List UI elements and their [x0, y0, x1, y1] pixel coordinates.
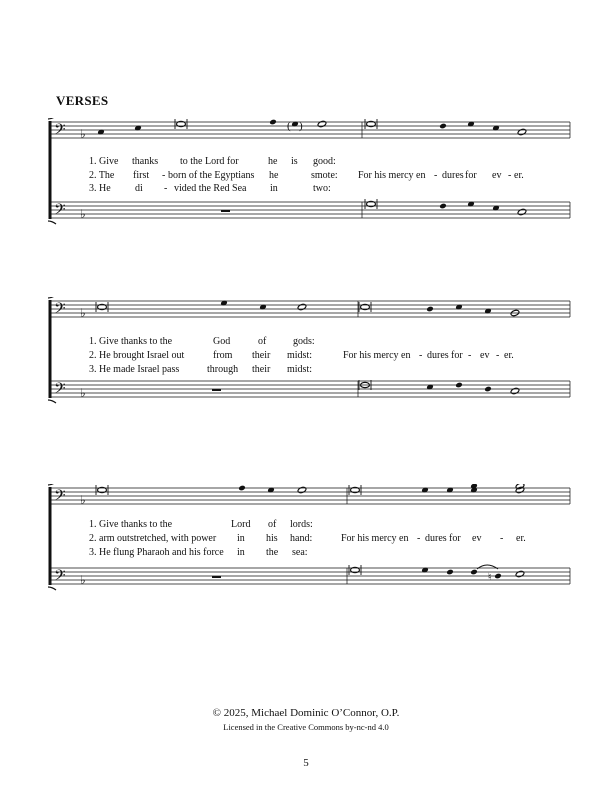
lyric-v2: born of the Egyptians: [168, 170, 255, 181]
bass-clef-icon: 𝄢: [54, 300, 66, 321]
lyric-v3: 3. He flung Pharaoh and his force: [89, 547, 224, 558]
lyric-v2: midst:: [287, 350, 313, 361]
lyric-v1: 1. Give thanks to the: [89, 519, 173, 530]
refrain-text: -: [500, 533, 504, 544]
lyric-v3: in: [270, 183, 278, 194]
lyric-v1: thanks: [132, 156, 159, 167]
page-number: 5: [303, 757, 309, 769]
lyric-v1: he: [268, 156, 278, 167]
lyric-v2: 2. He brought Israel out: [89, 350, 185, 361]
refrain-text: er.: [514, 170, 524, 181]
refrain-text: for: [449, 533, 461, 544]
lyric-v1: 1. Give thanks to the: [89, 336, 173, 347]
lyric-v3: through: [207, 364, 239, 375]
refrain-text: dures: [425, 533, 447, 544]
flat-icon: ♭: [80, 493, 86, 507]
lyric-v3: 3. He made Israel pass: [89, 364, 180, 375]
music-system-2: [40, 297, 580, 409]
lyric-v2: his: [266, 533, 278, 544]
flat-icon: ♭: [80, 306, 86, 320]
refrain-text: dures: [427, 350, 449, 361]
refrain-text: For his mercy en: [343, 350, 411, 361]
lyric-v1: to the Lord for: [180, 156, 239, 167]
natural-icon: ♮: [488, 572, 492, 583]
breve-note-icon: [96, 485, 108, 495]
lyric-v3: two:: [313, 183, 331, 194]
lyric-v1: of: [268, 519, 277, 530]
lyric-v3: in: [237, 547, 245, 558]
lyric-v2: first: [133, 170, 150, 181]
slur-icon: [477, 565, 498, 569]
lyric-v1: God: [213, 336, 231, 347]
lyric-v2: from: [213, 350, 233, 361]
bass-clef-icon: 𝄢: [54, 201, 66, 222]
refrain-text: ev: [472, 533, 482, 544]
breve-note-icon: [359, 302, 371, 312]
refrain-text: -: [419, 350, 423, 361]
flat-icon: ♭: [80, 573, 86, 587]
lyric-v3: -: [164, 183, 168, 194]
refrain-text: er.: [516, 533, 526, 544]
lyric-v3: the: [266, 547, 279, 558]
breve-note-icon: [349, 485, 361, 495]
lyric-v2: 2. arm outstretched, with power: [89, 533, 217, 544]
breve-note-icon: [365, 119, 377, 129]
refrain-text: For his mercy en: [341, 533, 409, 544]
lyric-v1: good:: [313, 156, 336, 167]
bass-clef-icon: 𝄢: [54, 567, 66, 588]
flat-icon: ♭: [80, 127, 86, 141]
lyric-v2: smote:: [311, 170, 338, 181]
refrain-text: for: [451, 350, 463, 361]
lyric-v2: 2. The: [89, 170, 115, 181]
lyric-v1: is: [291, 156, 298, 167]
music-system-1: [40, 118, 580, 230]
refrain-text: -: [508, 170, 512, 181]
bass-clef-icon: 𝄢: [54, 487, 66, 508]
lyric-v2: their: [252, 350, 271, 361]
flat-icon: ♭: [80, 386, 86, 400]
lyric-v3: midst:: [287, 364, 313, 375]
license-notice: Licensed in the Creative Commons by-nc-nd 4.0: [223, 722, 389, 732]
lyric-v2: hand:: [290, 533, 313, 544]
breve-note-icon: [365, 199, 377, 209]
lyric-v2: in: [237, 533, 245, 544]
bass-clef-icon: 𝄢: [54, 380, 66, 401]
refrain-text: ev: [492, 170, 502, 181]
breve-note-icon: [349, 565, 361, 575]
bass-clef-icon: 𝄢: [54, 121, 66, 142]
lyric-v3: 3. He: [89, 183, 111, 194]
refrain-text: -: [468, 350, 472, 361]
refrain-text: -: [417, 533, 421, 544]
refrain-text: dures: [442, 170, 464, 181]
svg-text:): ): [299, 120, 303, 132]
music-system-3: [40, 484, 580, 596]
copyright-notice: © 2025, Michael Dominic O’Connor, O.P.: [212, 707, 400, 719]
lyric-v1: gods:: [293, 336, 315, 347]
lyric-v3: vided the Red Sea: [174, 183, 247, 194]
refrain-text: -: [434, 170, 438, 181]
lyric-v3: their: [252, 364, 271, 375]
lyric-v1: 1. Give: [89, 156, 119, 167]
lyric-v3: di: [135, 183, 143, 194]
svg-text:(: (: [287, 120, 291, 132]
refrain-text: er.: [504, 350, 514, 361]
lyric-v3: sea:: [292, 547, 308, 558]
lyric-v1: Lord: [231, 519, 251, 530]
breve-note-icon: [96, 302, 108, 312]
lyric-v1: of: [258, 336, 267, 347]
refrain-text: -: [496, 350, 500, 361]
lyric-v1: lords:: [290, 519, 313, 530]
refrain-text: for: [465, 170, 477, 181]
refrain-text: For his mercy en: [358, 170, 426, 181]
refrain-text: ev: [480, 350, 490, 361]
flat-icon: ♭: [80, 207, 86, 221]
section-heading: VERSES: [56, 93, 109, 108]
lyric-v2: he: [269, 170, 279, 181]
lyric-v2: -: [162, 170, 166, 181]
breve-note-icon: [175, 119, 187, 129]
